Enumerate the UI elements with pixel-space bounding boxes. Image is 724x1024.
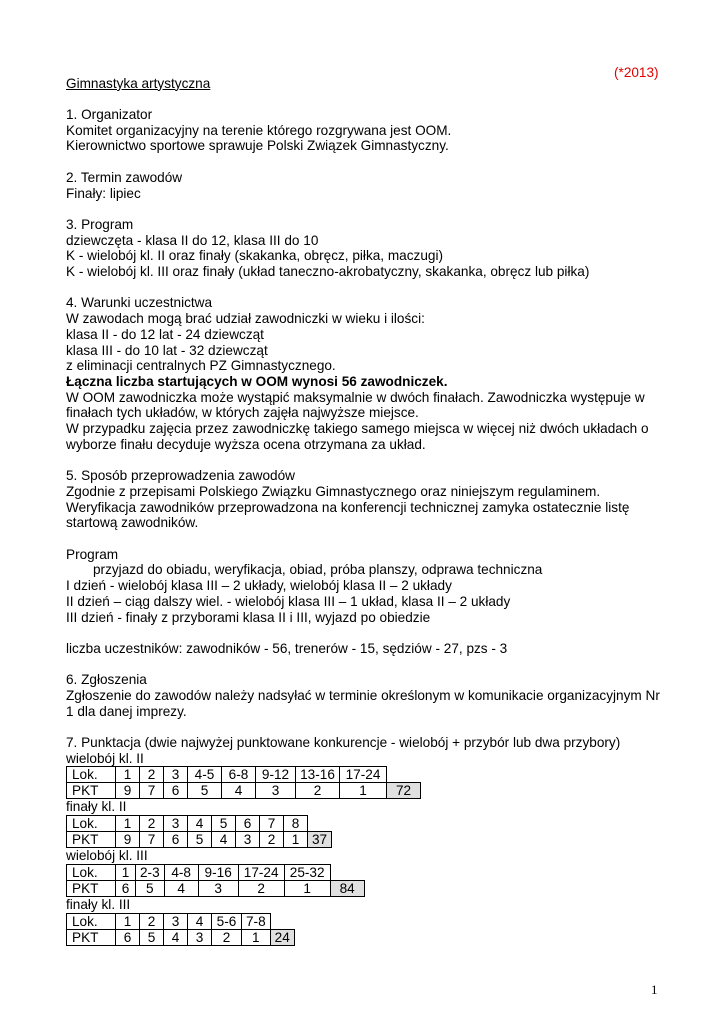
year-tag: (*2013) bbox=[614, 65, 659, 80]
points-cell: 2 bbox=[212, 929, 242, 945]
placement-cell: 5 bbox=[212, 816, 236, 832]
table-row bbox=[67, 929, 295, 945]
points-cell: 3 bbox=[256, 783, 296, 799]
text-line: przyjazd do obiadu, weryfikacja, obiad, próba planszy, odprawa techniczna bbox=[93, 562, 543, 578]
table-row bbox=[67, 864, 365, 880]
points-cell: 2 bbox=[260, 832, 284, 848]
placement-cell: 8 bbox=[284, 816, 308, 832]
points-cell: 9 bbox=[116, 832, 140, 848]
placement-cell: 1 bbox=[116, 816, 140, 832]
points-cell: 4 bbox=[164, 929, 188, 945]
text-line: Komitet organizacyjny na terenie którego rozgrywana jest OOM. bbox=[66, 122, 452, 138]
text-line: klasa II - do 12 lat - 24 dziewcząt bbox=[66, 326, 264, 342]
placement-cell: 3 bbox=[164, 767, 188, 783]
placement-cell: 5-6 bbox=[212, 913, 242, 929]
participants-count-line: liczba uczestników: zawodników - 56, trenerów - 15, sędziów - 27, pzs - 3 bbox=[66, 640, 508, 656]
points-cell: 6 bbox=[164, 832, 188, 848]
placement-cell: 17-24 bbox=[340, 767, 387, 783]
paragraph: Zgłoszenie do zawodów należy nadsyłać w terminie określonym w komunikacie organizacyjnym Nr 1 dla danej imprezy. bbox=[66, 687, 660, 719]
section-4-heading: 4. Warunki uczestnictwa bbox=[66, 295, 213, 311]
points-cell: 5 bbox=[136, 880, 165, 896]
paragraph: Weryfikacja zawodników przeprowadzona na konferencji technicznej zamyka ostatecznie listę startową zawodników. bbox=[66, 499, 630, 531]
points-cell: 3 bbox=[236, 832, 260, 848]
score-table-label: wielobój kl. III bbox=[66, 848, 148, 864]
points-cell: 1 bbox=[340, 783, 387, 799]
points-cell: 2 bbox=[296, 783, 340, 799]
text-line: I dzień - wielobój klasa III – 2 układy, wielobój klasa II – 2 układy bbox=[66, 578, 452, 594]
points-cell: 4 bbox=[164, 880, 198, 896]
placement-cell: 1 bbox=[116, 767, 140, 783]
table-row bbox=[67, 783, 421, 799]
placement-cell: 2 bbox=[140, 913, 164, 929]
program-heading: Program bbox=[66, 546, 119, 562]
table-row bbox=[67, 767, 421, 783]
placement-cell: 13-16 bbox=[296, 767, 340, 783]
section-7-heading: 7. Punktacja (dwie najwyżej punktowane konkurencje - wielobój + przybór lub dwa przybory) bbox=[66, 735, 621, 751]
row-header-cell: PKT bbox=[67, 929, 116, 945]
text-line: III dzień - finały z przyborami klasa II i III, wyjazd po obiedzie bbox=[66, 609, 431, 625]
text-line: Finały: lipiec bbox=[66, 185, 141, 201]
section-6-heading: 6. Zgłoszenia bbox=[66, 672, 147, 688]
placement-cell: 3 bbox=[164, 816, 188, 832]
row-header-cell: Lok. bbox=[67, 913, 116, 929]
section-2-heading: 2. Termin zawodów bbox=[66, 169, 183, 185]
score-table bbox=[66, 815, 332, 848]
text-line: K - wielobój kl. II oraz finały (skakanka, obręcz, piłka, maczugi) bbox=[66, 248, 443, 264]
section-1-heading: 1. Organizator bbox=[66, 107, 153, 123]
placement-cell: 4-8 bbox=[164, 864, 198, 880]
placement-cell: 4-5 bbox=[188, 767, 222, 783]
placement-cell: 2 bbox=[140, 816, 164, 832]
score-table bbox=[66, 864, 365, 897]
points-cell: 7 bbox=[140, 832, 164, 848]
placement-cell: 6 bbox=[236, 816, 260, 832]
score-table-label: finały kl. II bbox=[66, 799, 127, 815]
score-table-label: wielobój kl. II bbox=[66, 750, 144, 766]
points-cell: 1 bbox=[284, 832, 308, 848]
text-line: Zgodnie z przepisami Polskiego Związku Gimnastycznego oraz niniejszym regulaminem. bbox=[66, 483, 601, 499]
points-cell: 3 bbox=[198, 880, 238, 896]
placement-cell: 9-16 bbox=[198, 864, 238, 880]
text-line: W zawodach mogą brać udział zawodniczki w wieku i ilości: bbox=[66, 311, 425, 327]
table-row bbox=[67, 816, 332, 832]
row-header-cell: Lok. bbox=[67, 864, 116, 880]
row-header-cell: Lok. bbox=[67, 816, 116, 832]
points-cell: 1 bbox=[242, 929, 271, 945]
points-cell: 6 bbox=[116, 929, 140, 945]
text-line: dziewczęta - klasa II do 12, klasa III do 10 bbox=[66, 232, 319, 248]
points-total-cell: 84 bbox=[330, 880, 364, 896]
placement-cell: 2 bbox=[140, 767, 164, 783]
points-cell: 6 bbox=[164, 783, 188, 799]
row-header-cell: PKT bbox=[67, 783, 116, 799]
placement-cell: 1 bbox=[116, 864, 136, 880]
points-cell: 5 bbox=[140, 929, 164, 945]
table-row bbox=[67, 832, 332, 848]
points-total-cell: 72 bbox=[387, 783, 421, 799]
placement-cell: 3 bbox=[164, 913, 188, 929]
points-cell: 5 bbox=[188, 832, 212, 848]
row-header-cell: Lok. bbox=[67, 767, 116, 783]
placement-cell: 2-3 bbox=[136, 864, 165, 880]
placement-cell: 7-8 bbox=[242, 913, 271, 929]
placement-cell: 6-8 bbox=[222, 767, 256, 783]
text-line: Kierownictwo sportowe sprawuje Polski Związek Gimnastyczny. bbox=[66, 138, 449, 154]
score-table bbox=[66, 766, 421, 799]
placement-cell: 25-32 bbox=[284, 864, 330, 880]
table-row bbox=[67, 880, 365, 896]
placement-cell: 1 bbox=[116, 913, 140, 929]
points-cell: 3 bbox=[188, 929, 212, 945]
points-total-cell: 24 bbox=[270, 929, 294, 945]
section-5-heading: 5. Sposób przeprowadzenia zawodów bbox=[66, 468, 295, 484]
table-row bbox=[67, 913, 295, 929]
points-cell: 7 bbox=[140, 783, 164, 799]
points-cell: 6 bbox=[116, 880, 136, 896]
score-tables bbox=[66, 751, 666, 946]
document-body bbox=[66, 60, 666, 946]
score-table-label: finały kl. III bbox=[66, 896, 131, 912]
page-title: Gimnastyka artystyczna bbox=[66, 75, 211, 91]
placement-cell: 9-12 bbox=[256, 767, 296, 783]
points-cell: 5 bbox=[188, 783, 222, 799]
section-3-heading: 3. Program bbox=[66, 216, 134, 232]
score-table bbox=[66, 913, 295, 946]
placement-cell: 4 bbox=[188, 913, 212, 929]
participants-total-note: Łączna liczba startujących w OOM wynosi 56 zawodniczek. bbox=[66, 373, 448, 389]
text-line: klasa III - do 10 lat - 32 dziewcząt bbox=[66, 342, 268, 358]
placement-cell: 4 bbox=[188, 816, 212, 832]
placement-cell: 7 bbox=[260, 816, 284, 832]
points-cell: 4 bbox=[222, 783, 256, 799]
text-line: II dzień – ciąg dalszy wiel. - wielobój klasa III – 1 układ, klasa II – 2 układy bbox=[66, 593, 511, 609]
paragraph: W OOM zawodniczka może wystąpić maksymalnie w dwóch finałach. Zawodniczka występuje w finałach tych układów, w których zajęła najwyższe miejsce. bbox=[66, 389, 645, 421]
points-cell: 2 bbox=[238, 880, 284, 896]
points-cell: 1 bbox=[284, 880, 330, 896]
text-line: z eliminacji centralnych PZ Gimnastycznego. bbox=[66, 358, 336, 374]
row-header-cell: PKT bbox=[67, 832, 116, 848]
points-total-cell: 37 bbox=[308, 832, 332, 848]
points-cell: 9 bbox=[116, 783, 140, 799]
paragraph: W przypadku zajęcia przez zawodniczkę takiego samego miejsca w więcej niż dwóch układach o wyborze finału decyduje wyższa ocena otrzymana za układ. bbox=[66, 421, 649, 452]
page-number: 1 bbox=[651, 982, 658, 997]
points-cell: 4 bbox=[212, 832, 236, 848]
row-header-cell: PKT bbox=[67, 880, 116, 896]
text-line: K - wielobój kl. III oraz finały (układ taneczno-akrobatyczny, skakanka, obręcz lub piłka) bbox=[66, 264, 590, 280]
placement-cell: 17-24 bbox=[238, 864, 284, 880]
